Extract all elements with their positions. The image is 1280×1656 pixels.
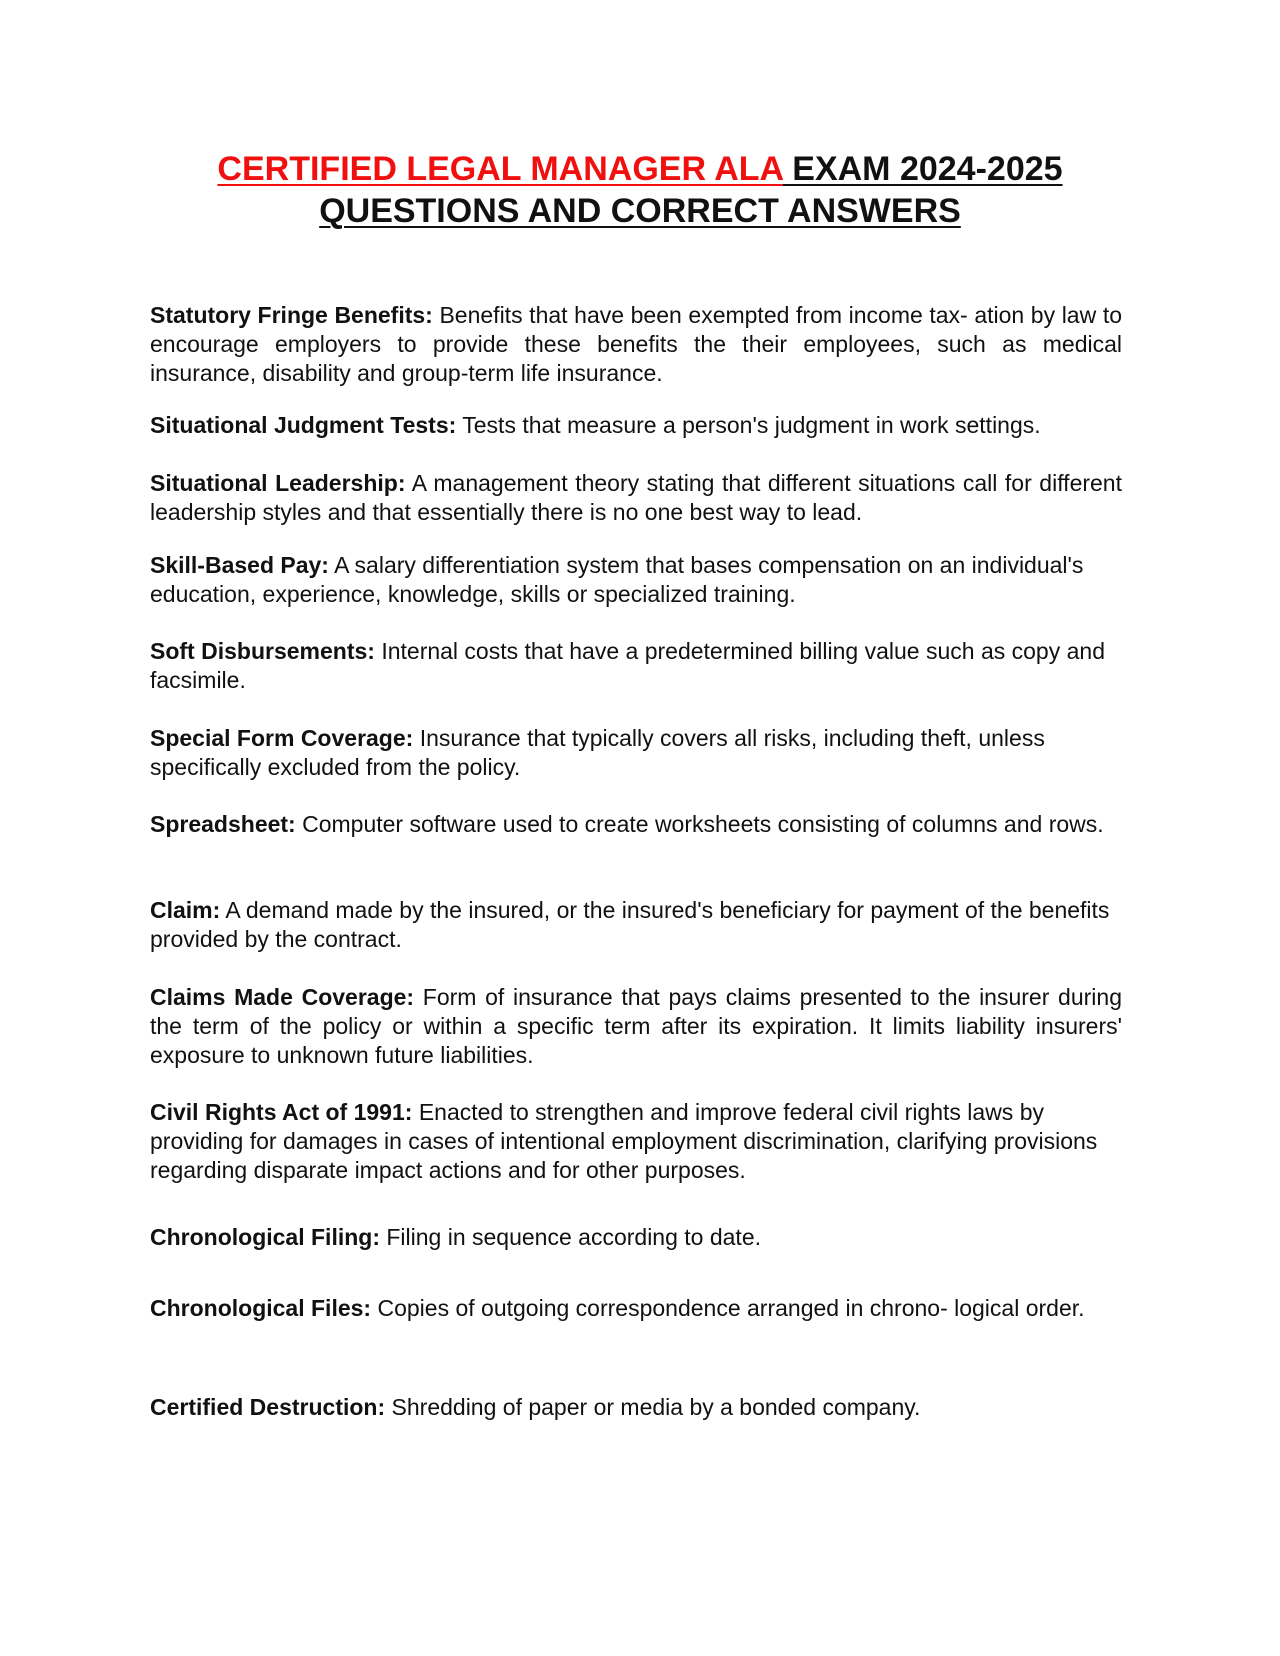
definition-entry (150, 724, 1122, 782)
definition-term: Claims Made Coverage: (150, 984, 415, 1010)
definition-text: Filing in sequence according to date. (379, 1224, 762, 1250)
definition-term: Spreadsheet: (150, 811, 296, 837)
definition-text: Benefits that have been exempted from income tax- ation by law to encourage employers to provide these benefits the their employees, such as medical insurance, disability and group-term life insurance. (150, 302, 1122, 386)
definition-term: Civil Rights Act of 1991: (150, 1099, 413, 1125)
definition-term: Situational Judgment Tests: (150, 412, 457, 438)
definition-entry (150, 810, 1122, 839)
definition-text: Shredding of paper or media by a bonded company. (385, 1394, 921, 1420)
title-line-2-text: QUESTIONS AND CORRECT ANSWERS (319, 192, 961, 230)
definition-text: Internal costs that have a predetermined billing value such as copy and facsimile. (150, 638, 1105, 693)
document-title (140, 148, 1140, 232)
definition-text: Tests that measure a person's judgment in work settings. (456, 412, 1041, 438)
definition-term: Situational Leadership: (150, 470, 406, 496)
definition-entry (150, 1223, 1122, 1252)
definition-text: Computer software used to create worksheets consisting of columns and rows. (295, 811, 1104, 837)
definition-term: Chronological Files: (150, 1295, 372, 1321)
definition-term: Chronological Filing: (150, 1224, 380, 1250)
definition-entry (150, 637, 1122, 695)
definition-term: Special Form Coverage: (150, 725, 414, 751)
definition-entry (150, 983, 1122, 1070)
definition-term: Statutory Fringe Benefits: (150, 302, 433, 328)
title-black-part: EXAM 2024-2025 (782, 150, 1063, 188)
definition-term: Claim: (150, 897, 221, 923)
definition-entry (150, 1294, 1122, 1323)
definition-text: A salary differentiation system that bases compensation on an individual's education, experience, knowledge, skills or specialized training. (150, 552, 1084, 607)
title-line-2 (140, 190, 1140, 232)
definition-entry (150, 469, 1122, 527)
definition-term: Soft Disbursements: (150, 638, 375, 664)
definition-entry (150, 301, 1122, 388)
definition-text: Form of insurance that pays claims presented to the insurer during the term of the policy or within a specific term after its expiration. It limits liability insurers' exposure to unknown future liabilities. (150, 984, 1122, 1068)
definition-entry (150, 1393, 1122, 1422)
definition-entry (150, 411, 1122, 440)
definition-entry (150, 1098, 1122, 1185)
definition-text: Copies of outgoing correspondence arranged in chrono- logical order. (371, 1295, 1085, 1321)
title-red-part: CERTIFIED LEGAL MANAGER ALA (217, 150, 783, 188)
title-line-1 (140, 148, 1140, 190)
definition-term: Certified Destruction: (150, 1394, 386, 1420)
definition-text: Insurance that typically covers all risks, including theft, unless specifically excluded from the policy. (150, 725, 1045, 780)
definition-term: Skill-Based Pay: (150, 552, 329, 578)
definition-text: Enacted to strengthen and improve federal civil rights laws by providing for damages in cases of intentional employment discrimination, clarifying provisions regarding disparate impact actions and for other purposes. (150, 1099, 1098, 1183)
definition-entry (150, 896, 1122, 954)
definition-text: A management theory stating that different situations call for different leadership styles and that essentially there is no one best way to lead. (150, 470, 1122, 525)
definition-text: A demand made by the insured, or the insured's beneficiary for payment of the benefits provided by the contract. (150, 897, 1110, 952)
definition-entry (150, 551, 1122, 609)
